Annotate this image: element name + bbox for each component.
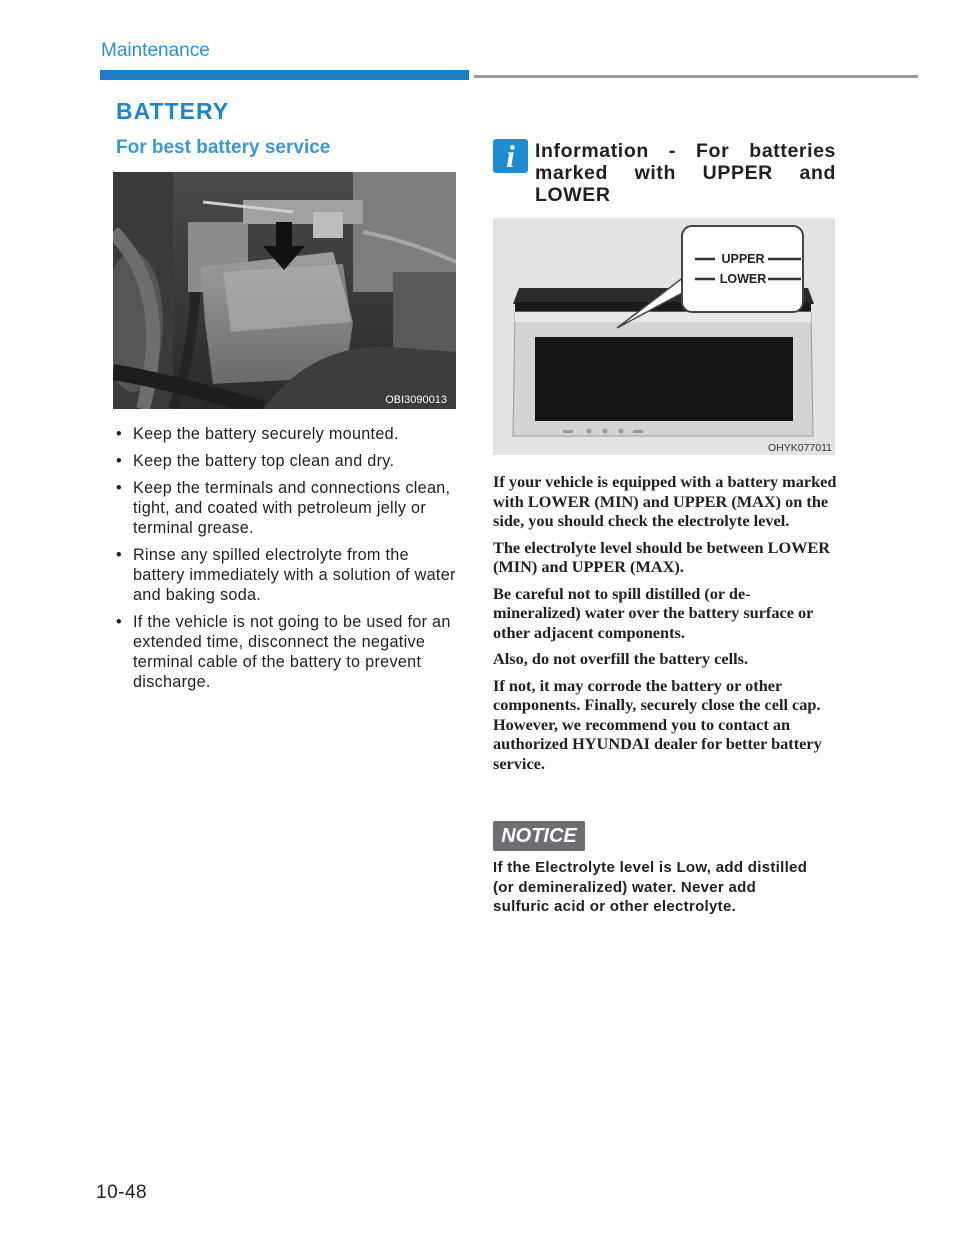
information-icon: i	[493, 139, 528, 173]
bullet-icon: •	[116, 613, 122, 631]
bullet-icon: •	[116, 479, 122, 497]
paragraph: If your vehicle is equipped with a battery marked with LOWER (MIN) and UPPER (MAX) on the side, you should check the electrolyte level.	[493, 472, 837, 530]
paragraph: Be careful not to spill distilled (or de-mineralized) water over the battery surface or other adjacent components.	[493, 583, 814, 642]
paragraph: Also, do not overfill the battery cells.	[493, 649, 749, 668]
section-title: BATTERY	[116, 98, 230, 124]
image-code: OHYK077011	[767, 442, 832, 454]
header-rule	[474, 75, 918, 78]
engine-bay-photo	[113, 172, 456, 409]
list-item-text: Rinse any spilled electrolyte from the battery immediately with a solution of water and baking soda.	[133, 546, 456, 604]
lower-label: LOWER	[719, 272, 767, 286]
bullet-icon: •	[116, 546, 122, 564]
notice-badge: NOTICE	[493, 821, 585, 851]
engine-bay-illustration	[113, 172, 456, 409]
bullet-icon: •	[116, 452, 122, 470]
battery-level-diagram	[493, 218, 835, 455]
paragraph: The electrolyte level should be between LOWER (MIN) and UPPER (MAX).	[493, 537, 831, 576]
information-body	[493, 472, 838, 780]
image-code: OBI3090013	[382, 394, 450, 406]
list-item-text: Keep the battery securely mounted.	[133, 425, 399, 443]
upper-label: UPPER	[721, 252, 765, 266]
notice-text: If the Electrolyte level is Low, add distilled (or demineralized) water. Never add sulfuric acid or other electrolyte.	[493, 859, 808, 915]
list-item	[116, 612, 461, 692]
bullet-icon: •	[116, 425, 122, 443]
list-item-text: Keep the terminals and connections clean, tight, and coated with petroleum jelly or terminal grease.	[133, 479, 451, 537]
list-item-text: If the vehicle is not going to be used for an extended time, disconnect the negative terminal cable of the battery to prevent discharge.	[133, 613, 451, 691]
running-header: Maintenance	[101, 40, 210, 61]
list-item	[116, 545, 461, 605]
list-item	[116, 424, 461, 444]
battery-illustration	[493, 218, 835, 455]
battery-care-list	[116, 424, 461, 699]
information-title: Information - For batteries marked with UPPER and LOWER	[535, 140, 836, 206]
list-item-text: Keep the battery top clean and dry.	[133, 452, 395, 470]
subsection-title: For best battery service	[116, 137, 331, 158]
header-accent-bar	[100, 70, 469, 80]
list-item	[116, 478, 461, 538]
list-item	[116, 451, 461, 471]
page-number: 10-48	[96, 1182, 148, 1203]
paragraph: If not, it may corrode the battery or other components. Finally, securely close the cell cap. However, we recommend you to contact an authorized HYUNDAI dealer for better battery service.	[493, 675, 822, 773]
